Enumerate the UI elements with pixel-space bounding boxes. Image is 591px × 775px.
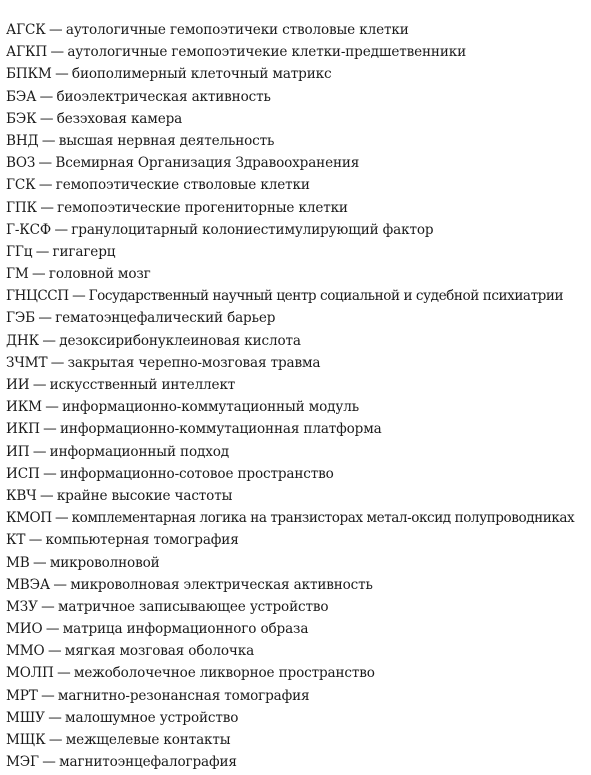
abbreviation-term: МЗУ [6, 598, 38, 615]
abbreviation-term: МОЛП [6, 665, 54, 682]
abbreviation-entry [6, 330, 591, 352]
abbreviation-term: ИСП [6, 465, 40, 482]
abbreviation-definition: Всемирная Организация Здравоохранения [55, 155, 360, 172]
abbreviation-entry [6, 108, 591, 130]
abbreviation-entry [6, 463, 591, 485]
abbreviation-entry [6, 507, 591, 529]
abbreviation-definition: биополимерный клеточный матрикс [71, 66, 332, 83]
abbreviation-definition: информационно-сотовое пространство [59, 465, 334, 482]
abbreviation-separator: — [45, 621, 60, 638]
abbreviation-separator: — [39, 88, 54, 105]
abbreviation-definition: микроволновой [49, 554, 160, 571]
abbreviation-entry [6, 529, 591, 551]
abbreviation-entry [6, 640, 591, 662]
abbreviation-separator: — [43, 421, 57, 438]
abbreviation-definition: информационно-коммутационный модуль [62, 399, 359, 416]
abbreviation-entry [6, 307, 591, 329]
abbreviation-separator: — [47, 643, 62, 660]
abbreviation-separator: — [38, 310, 52, 327]
abbreviation-separator: — [50, 44, 64, 61]
abbreviation-term: ГЭБ [6, 310, 35, 327]
abbreviation-definition: дезоксирибонуклеиновая кислота [59, 332, 301, 349]
abbreviation-term: МЩК [6, 732, 46, 748]
abbreviation-entry [6, 41, 591, 63]
abbreviation-definition: малошумное устройство [65, 709, 239, 726]
abbreviation-term: АГСК [6, 22, 46, 38]
abbreviation-entry [6, 263, 591, 285]
abbreviation-separator: — [53, 576, 67, 593]
abbreviation-separator: — [49, 22, 63, 38]
abbreviation-entry [6, 751, 591, 773]
abbreviation-term: БЭК [6, 110, 37, 127]
abbreviation-definition: гранулоцитарный колониестимулирующий фактор [71, 221, 434, 238]
abbreviation-entry [6, 618, 591, 640]
abbreviation-entry [6, 374, 591, 396]
abbreviation-term: ГСК [6, 177, 36, 194]
abbreviation-definition: магнитно-резонансная томография [57, 687, 310, 704]
abbreviation-separator: — [32, 443, 47, 460]
abbreviation-separator: — [28, 532, 43, 549]
abbreviation-separator: — [38, 177, 53, 194]
abbreviation-separator: — [32, 266, 46, 283]
abbreviation-definition: информационно-коммутационная платформа [60, 421, 382, 438]
abbreviation-definition: искусственный интеллект [49, 377, 236, 393]
abbreviation-definition: аутологичные гемопоэтичеки стволовые клетки [65, 22, 409, 38]
abbreviation-entry [6, 441, 591, 463]
abbreviation-separator: — [50, 354, 65, 371]
abbreviation-term: ЗЧМТ [6, 354, 48, 371]
abbreviation-term: Г-КСФ [6, 221, 52, 238]
abbreviation-entry [6, 152, 591, 174]
abbreviation-separator: — [41, 132, 56, 149]
abbreviation-separator: — [39, 110, 54, 127]
abbreviation-definition: Государственный научный центр социальной и судебной психиатрии [88, 288, 564, 305]
abbreviation-entry [6, 552, 591, 574]
abbreviation-term: ИКМ [6, 399, 42, 416]
abbreviation-separator: — [55, 66, 69, 83]
abbreviation-definition: гематоэнцефалический барьер [55, 310, 276, 327]
abbreviation-entry [6, 63, 591, 85]
abbreviation-definition: высшая нервная деятельность [58, 132, 275, 149]
abbreviation-entry [6, 707, 591, 729]
abbreviation-entry [6, 19, 591, 41]
abbreviation-definition: микроволновая электрическая активность [70, 576, 373, 593]
abbreviation-definition: гигагерц [52, 243, 116, 260]
abbreviation-definition: магнитоэнцефалография [59, 754, 237, 771]
abbreviation-definition: комплементарная логика на транзисторах метал-оксид полупроводниках [71, 510, 575, 527]
abbreviation-term: ДНК [6, 332, 39, 349]
abbreviation-term: ГГц [6, 243, 33, 260]
abbreviation-separator: — [38, 155, 52, 172]
abbreviation-entry [6, 662, 591, 684]
abbreviation-definition: межщелевые контакты [65, 732, 231, 748]
abbreviation-definition: мягкая мозговая оболочка [64, 643, 255, 660]
abbreviation-term: ИКП [6, 421, 40, 438]
abbreviation-entry [6, 729, 591, 751]
abbreviation-term: МИО [6, 621, 43, 638]
abbreviation-definition: матрица информационного образа [62, 621, 309, 638]
abbreviation-separator: — [45, 399, 59, 416]
abbreviation-term: АГКП [6, 44, 48, 61]
abbreviation-separator: — [41, 598, 55, 615]
abbreviation-definition: межоболочечное ликворное пространство [73, 665, 375, 682]
abbreviation-separator: — [42, 332, 56, 349]
abbreviation-separator: — [32, 377, 47, 393]
abbreviation-entry [6, 596, 591, 618]
abbreviation-separator: — [57, 665, 71, 682]
abbreviation-entry [6, 130, 591, 152]
abbreviation-definition: крайне высокие частоты [56, 487, 233, 504]
abbreviation-definition: информационный подход [49, 443, 229, 460]
abbreviation-term: МРТ [6, 687, 38, 704]
abbreviation-term: КТ [6, 532, 26, 549]
abbreviation-term: КВЧ [6, 487, 37, 504]
abbreviation-term: ИИ [6, 377, 30, 393]
abbreviation-term: МЭГ [6, 754, 39, 771]
abbreviation-definition: аутологичные гемопоэтичекие клетки-предшетвенники [67, 44, 466, 61]
abbreviation-separator: — [43, 465, 57, 482]
abbreviation-definition: безэховая камера [56, 110, 183, 127]
abbreviation-term: БЭА [6, 88, 37, 105]
abbreviation-term: ММО [6, 643, 45, 660]
abbreviation-term: ГПК [6, 199, 37, 216]
abbreviation-definition: закрытая черепно-мозговая травма [67, 354, 321, 371]
abbreviation-entry [6, 241, 591, 263]
abbreviation-separator: — [48, 709, 62, 726]
abbreviation-definition: головной мозг [48, 266, 151, 283]
abbreviation-separator: — [48, 732, 63, 748]
abbreviation-separator: — [41, 687, 55, 704]
abbreviation-term: КМОП [6, 510, 52, 527]
abbreviation-separator: — [35, 243, 50, 260]
abbreviation-term: МВЭА [6, 576, 51, 593]
abbreviation-separator: — [33, 554, 47, 571]
abbreviation-term: ВОЗ [6, 155, 36, 172]
abbreviation-definition: гемопоэтические стволовые клетки [55, 177, 310, 194]
abbreviation-entry [6, 352, 591, 374]
abbreviation-separator: — [39, 487, 54, 504]
abbreviation-term: БПКМ [6, 66, 52, 83]
abbreviation-entry [6, 396, 591, 418]
abbreviation-entry [6, 219, 591, 241]
abbreviation-separator: — [72, 288, 86, 305]
abbreviation-definition: биоэлектрическая активность [56, 88, 271, 105]
abbreviation-term: ВНД [6, 132, 39, 149]
abbreviation-entry [6, 418, 591, 440]
abbreviation-separator: — [54, 221, 68, 238]
abbreviation-list [6, 19, 591, 773]
abbreviation-entry [6, 197, 591, 219]
abbreviation-separator: — [40, 199, 54, 216]
abbreviation-definition: матричное записывающее устройство [58, 598, 329, 615]
abbreviation-term: ИП [6, 443, 30, 460]
abbreviation-term: ГНЦССП [6, 288, 69, 305]
abbreviation-entry [6, 86, 591, 108]
abbreviation-entry [6, 485, 591, 507]
abbreviations-page [6, 19, 591, 773]
abbreviation-entry [6, 285, 591, 307]
abbreviation-term: МШУ [6, 709, 45, 726]
abbreviation-term: ГМ [6, 266, 29, 283]
abbreviation-term: МВ [6, 554, 30, 571]
abbreviation-entry [6, 574, 591, 596]
abbreviation-separator: — [42, 754, 56, 771]
abbreviation-definition: компьютерная томография [45, 532, 239, 549]
abbreviation-entry [6, 685, 591, 707]
abbreviation-entry [6, 174, 591, 196]
abbreviation-separator: — [55, 510, 69, 527]
abbreviation-definition: гемопоэтические прогениторные клетки [57, 199, 348, 216]
